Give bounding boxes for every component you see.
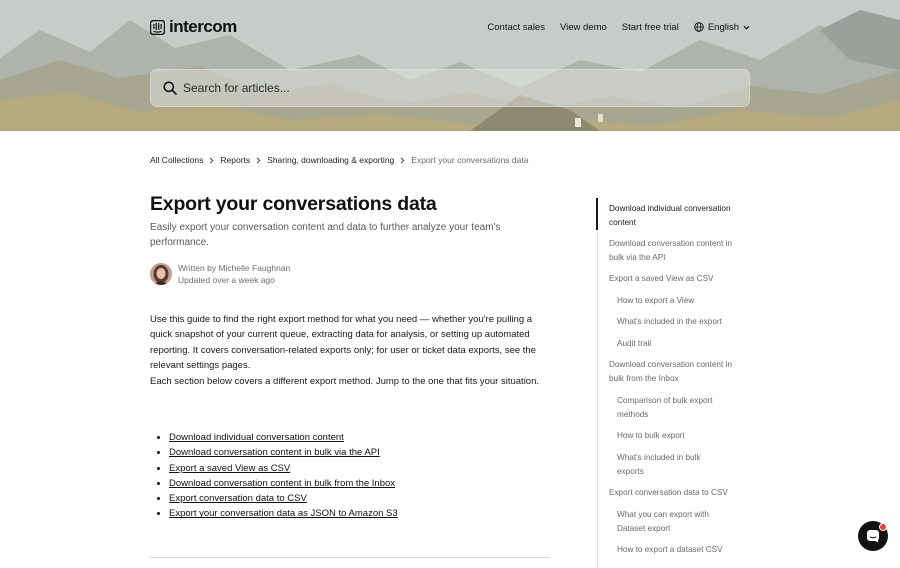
author-block xyxy=(150,262,290,286)
article-intro xyxy=(150,312,552,389)
search-input[interactable] xyxy=(181,80,725,96)
table-of-contents xyxy=(597,198,758,568)
messenger-launcher[interactable] xyxy=(858,521,888,551)
toc-item[interactable]: What's included in bulk exports xyxy=(617,453,701,476)
top-nav xyxy=(487,20,750,34)
toc-item[interactable]: How to export a dataset CSV xyxy=(617,545,723,554)
toc-item[interactable]: Export a saved View as CSV xyxy=(609,274,714,283)
toc-item[interactable]: Download conversation content in bulk from the Inbox xyxy=(609,360,732,383)
toc-active-indicator xyxy=(596,198,598,230)
chat-icon xyxy=(866,529,880,543)
chevron-right-icon xyxy=(209,157,214,164)
author-photo xyxy=(150,263,172,285)
chevron-down-icon xyxy=(743,24,750,31)
page-title: Export your conversations data xyxy=(150,193,437,215)
hero-banner xyxy=(0,0,900,131)
logo-wordmark: intercom xyxy=(169,17,237,36)
intercom-logo-icon xyxy=(150,20,165,35)
breadcrumb-current: Export your conversations data xyxy=(411,155,529,165)
toc-item[interactable]: What you can export with Dataset export xyxy=(617,510,709,533)
section-link[interactable]: • Download conversation content in bulk from the Inbox xyxy=(169,476,398,491)
section-link[interactable]: • Export a saved View as CSV xyxy=(169,461,398,476)
contact-sales-link[interactable]: Contact sales xyxy=(487,21,545,33)
section-link[interactable]: • Download individual conversation content xyxy=(169,430,398,445)
search-bar[interactable] xyxy=(150,69,750,107)
breadcrumb xyxy=(150,154,528,166)
breadcrumb-all-collections[interactable]: All Collections xyxy=(150,155,204,165)
language-label: English xyxy=(707,21,739,33)
page-subtitle: Easily export your conversation content and data to further analyze your team's performance. xyxy=(150,222,501,248)
section-link[interactable]: • Export conversation data to CSV xyxy=(169,491,398,506)
toc-item[interactable]: Download conversation content in bulk via the API xyxy=(609,239,732,262)
section-divider xyxy=(150,557,550,558)
toc-item[interactable]: What's included in the export xyxy=(617,317,722,326)
intro-paragraph: Each section below covers a different export method. Jump to the one that fits your situation. xyxy=(150,375,540,387)
toc-item[interactable]: How to bulk export xyxy=(617,431,685,440)
breadcrumb-sharing[interactable]: Sharing, downloading & exporting xyxy=(267,155,395,165)
toc-item[interactable]: Comparison of bulk export methods xyxy=(617,396,713,419)
section-link[interactable]: • Download conversation content in bulk via the API xyxy=(169,445,398,460)
avatar xyxy=(150,263,172,285)
section-link-list xyxy=(150,430,398,522)
toc-item[interactable]: How to export a View xyxy=(617,296,695,305)
chevron-right-icon xyxy=(256,157,261,164)
toc-item[interactable]: Audit trail xyxy=(617,339,652,348)
notification-dot xyxy=(879,523,887,531)
section-link[interactable]: • Export your conversation data as JSON to Amazon S3 xyxy=(169,506,398,521)
updated-date: Updated over a week ago xyxy=(178,275,275,285)
author-name: Written by Michelle Faughnan xyxy=(178,263,291,273)
intercom-logo[interactable] xyxy=(150,18,237,36)
intro-paragraph: Use this guide to find the right export method for what you need — whether you're pulling a quick snapshot of your current queue, extracting data for analysis, or setting up automated reporting. It covers conversation-related exports only; for user or ticket data exports, see the relevant settings pages. xyxy=(150,314,536,372)
chevron-right-icon xyxy=(400,157,405,164)
view-demo-link[interactable]: View demo xyxy=(559,21,607,33)
start-free-trial-link[interactable]: Start free trial xyxy=(621,21,679,33)
toc-item[interactable]: Export conversation data to CSV xyxy=(609,488,728,497)
language-selector[interactable] xyxy=(694,22,750,33)
toc-item[interactable]: Download individual conversation content xyxy=(609,204,731,227)
breadcrumb-reports[interactable]: Reports xyxy=(220,155,251,165)
landscape-painting xyxy=(0,0,900,131)
globe-icon xyxy=(694,22,704,32)
search-icon xyxy=(163,81,177,95)
